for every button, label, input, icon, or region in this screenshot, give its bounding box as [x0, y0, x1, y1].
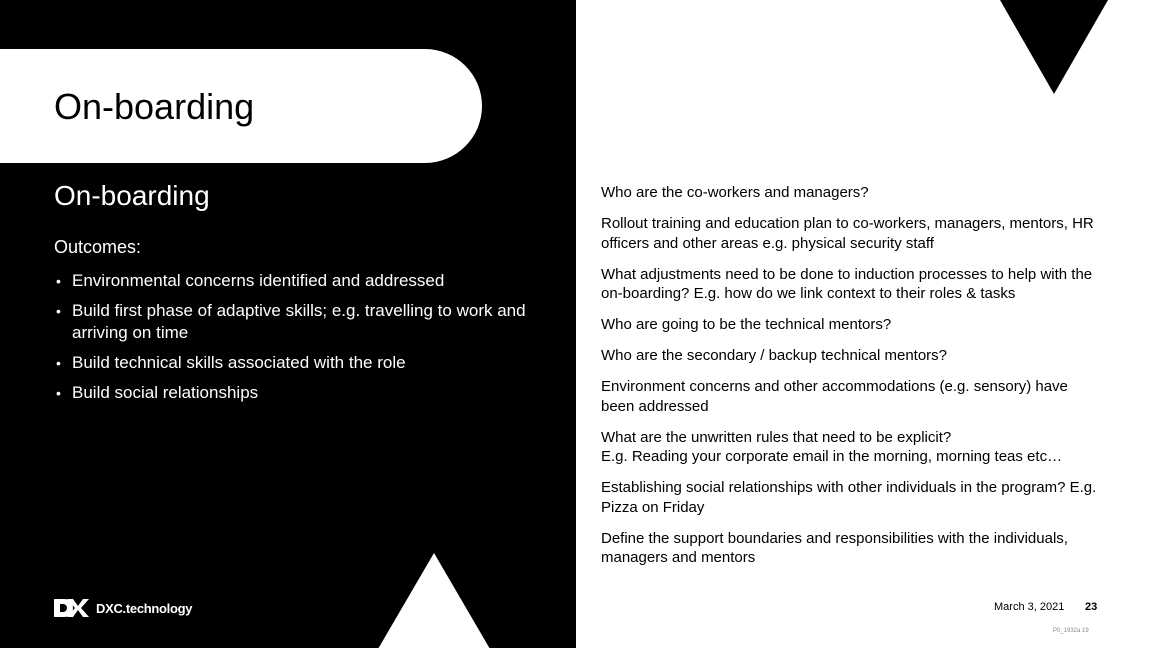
bullet-icon: • — [56, 273, 61, 289]
triangle-decoration-icon — [1000, 0, 1108, 94]
logo-text: DXC.technology — [96, 600, 193, 616]
outcome-text: Build first phase of adaptive skills; e.g. travelling to work and arriving on time — [72, 301, 526, 342]
question-item: Environment concerns and other accommodations (e.g. sensory) have been addressed — [601, 378, 1068, 415]
dxc-logo-icon — [54, 597, 90, 619]
question-item: Who are the secondary / backup technical mentors? — [601, 347, 948, 364]
question-item: Who are going to be the technical mentors? — [601, 316, 892, 333]
triangle-decoration-icon — [378, 553, 490, 648]
question-item: Who are the co-workers and managers? — [601, 184, 869, 201]
outcome-item — [54, 382, 534, 404]
outcome-text: Build technical skills associated with the role — [72, 353, 406, 372]
outcomes-list — [54, 270, 534, 412]
questions-list — [601, 183, 1101, 579]
outcome-item — [54, 352, 534, 374]
question-item: Establishing social relationships with other individuals in the program? E.g. Pizza on Friday — [601, 479, 1097, 516]
outcome-text: Environmental concerns identified and addressed — [72, 271, 445, 290]
footer-date: March 3, 2021 — [994, 601, 1065, 613]
question-item: What adjustments need to be done to induction processes to help with the on-boarding? E.g. how do we link context to their roles & tasks — [601, 265, 1093, 302]
question-item: Define the support boundaries and responsibilities with the individuals, managers and mentors — [601, 529, 1068, 566]
outcomes-label: Outcomes: — [54, 237, 142, 257]
question-item: Rollout training and education plan to co-workers, managers, mentors, HR officers and other areas e.g. physical security staff — [601, 215, 1094, 252]
page-title: On-boarding — [54, 86, 255, 127]
outcome-text: Build social relationships — [72, 383, 259, 402]
footer-reference: P0_1932a 19 — [1053, 628, 1089, 634]
company-logo — [54, 597, 192, 619]
bullet-icon: • — [56, 385, 61, 401]
outcome-item — [54, 300, 534, 344]
question-item: What are the unwritten rules that need to be explicit? E.g. Reading your corporate email in the morning, morning teas etc… — [601, 428, 1063, 465]
bullet-icon: • — [56, 303, 61, 319]
bullet-icon: • — [56, 355, 61, 371]
page-number: 23 — [1085, 601, 1098, 613]
outcome-item — [54, 270, 534, 292]
section-heading: On-boarding — [54, 180, 210, 211]
